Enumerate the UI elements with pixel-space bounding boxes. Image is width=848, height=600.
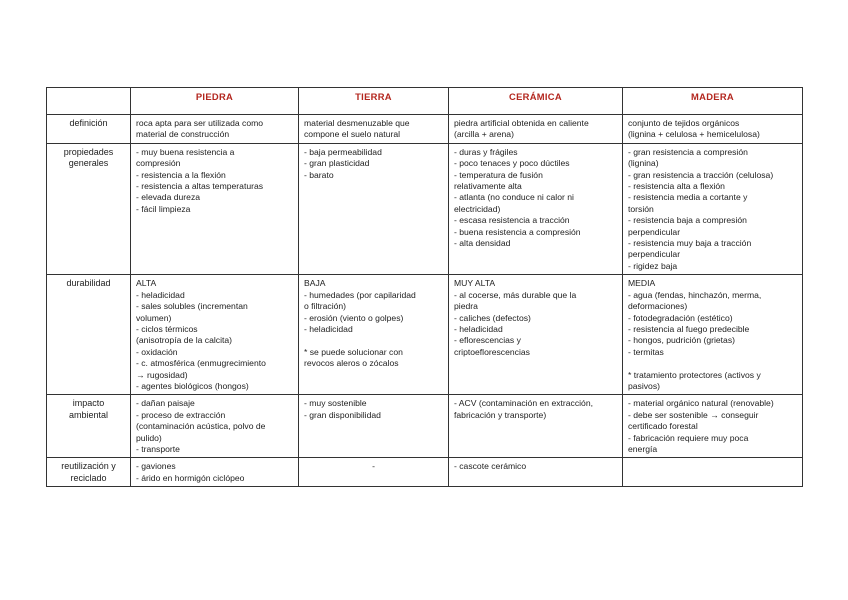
row-label-definicion: definición (47, 115, 131, 144)
cell-durabilidad-ceramica: MUY ALTA - al cocerse, más durable que la piedra - caliches (defectos) - heladicidad - eflorescencias y criptoeflorescencias (449, 275, 623, 395)
cell-reutilizacion-madera (623, 458, 803, 487)
row-reutilizacion (47, 458, 803, 487)
cell-propiedades-madera: - gran resistencia a compresión (lignina) - gran resistencia a tracción (celulosa) - resistencia alta a flexión - resistencia media a cortante y torsión - resistencia baja a compresión perpendicular - resistencia muy baja a tracción perpendicular - rigidez baja (623, 143, 803, 274)
comparison-table (46, 87, 803, 487)
cell-impacto-madera: - material orgánico natural (renovable) - debe ser sostenible → conseguir certificado forestal - fabricación requiere muy poca energía (623, 395, 803, 458)
cell-reutilizacion-tierra: - (299, 458, 449, 487)
cell-definicion-ceramica: piedra artificial obtenida en caliente (arcilla + arena) (449, 115, 623, 144)
row-durabilidad (47, 275, 803, 395)
row-propiedades (47, 143, 803, 274)
cell-durabilidad-tierra: BAJA - humedades (por capilaridad o filtración) - erosión (viento o golpes) - heladicidad * se puede solucionar con revocos aleros o zócalos (299, 275, 449, 395)
row-label-propiedades: propiedades generales (47, 143, 131, 274)
cell-durabilidad-madera: MEDIA - agua (fendas, hinchazón, merma, deformaciones) - fotodegradación (estético) - resistencia al fuego predecible - hongos, pudrición (grietas) - termitas * tratamiento protectores (activos y pasivos) (623, 275, 803, 395)
cell-impacto-ceramica: - ACV (contaminación en extracción, fabricación y transporte) (449, 395, 623, 458)
cell-impacto-tierra: - muy sostenible - gran disponibilidad (299, 395, 449, 458)
header-row (47, 88, 803, 115)
row-definicion (47, 115, 803, 144)
cell-definicion-madera: conjunto de tejidos orgánicos (lignina + celulosa + hemicelulosa) (623, 115, 803, 144)
cell-definicion-piedra: roca apta para ser utilizada como material de construcción (131, 115, 299, 144)
cell-definicion-tierra: material desmenuzable que compone el suelo natural (299, 115, 449, 144)
header-piedra: PIEDRA (131, 88, 299, 115)
row-label-reutilizacion: reutilización y reciclado (47, 458, 131, 487)
header-madera: MADERA (623, 88, 803, 115)
row-label-impacto: impacto ambiental (47, 395, 131, 458)
cell-durabilidad-piedra: ALTA - heladicidad - sales solubles (incrementan volumen) - ciclos térmicos (anisotropía de la calcita) - oxidación - c. atmosférica (enmugrecimiento → rugosidad) - agentes biológicos (hongos) (131, 275, 299, 395)
header-ceramica: CERÁMICA (449, 88, 623, 115)
row-impacto (47, 395, 803, 458)
cell-reutilizacion-piedra: - gaviones - árido en hormigón ciclópeo (131, 458, 299, 487)
cell-reutilizacion-ceramica: - cascote cerámico (449, 458, 623, 487)
cell-impacto-piedra: - dañan paisaje - proceso de extracción (contaminación acústica, polvo de pulido) - transporte (131, 395, 299, 458)
corner-cell (47, 88, 131, 115)
header-tierra: TIERRA (299, 88, 449, 115)
cell-propiedades-ceramica: - duras y frágiles - poco tenaces y poco dúctiles - temperatura de fusión relativamente alta - atlanta (no conduce ni calor ni electricidad) - escasa resistencia a tracción - buena resistencia a compresión - alta densidad (449, 143, 623, 274)
row-label-durabilidad: durabilidad (47, 275, 131, 395)
cell-propiedades-piedra: - muy buena resistencia a compresión - resistencia a la flexión - resistencia a altas temperaturas - elevada dureza - fácil limpieza (131, 143, 299, 274)
cell-propiedades-tierra: - baja permeabilidad - gran plasticidad - barato (299, 143, 449, 274)
